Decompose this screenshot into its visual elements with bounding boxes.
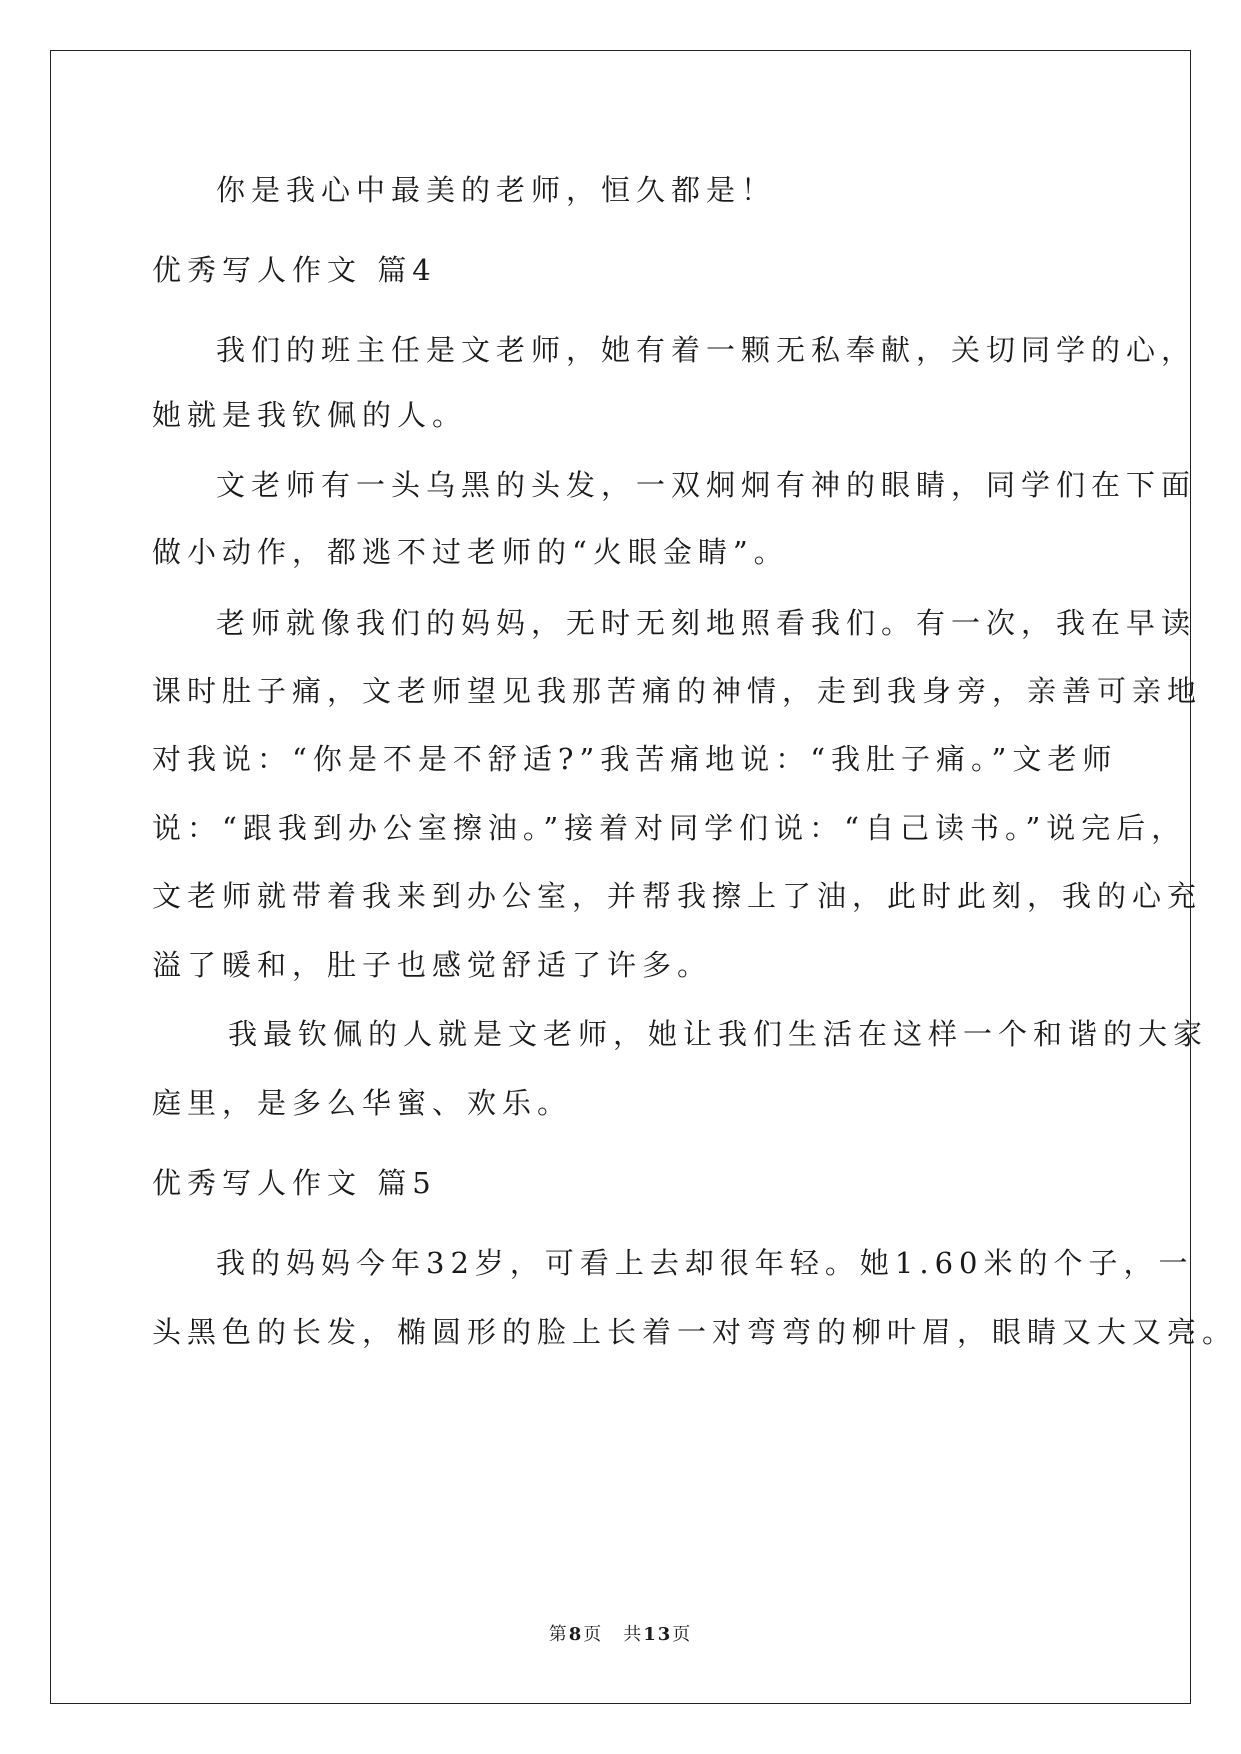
paragraph-line: 头黑色的长发，椭圆形的脸上长着一对弯弯的柳叶眉，眼睛又大又亮。 [152, 1315, 1238, 1349]
paragraph-line: 对我说：“你是不是不舒适?”我苦痛地说：“我肚子痛。”文老师 [152, 742, 1118, 776]
paragraph-line: 她就是我钦佩的人。 [152, 398, 468, 432]
paragraph-line: 我最钦佩的人就是文老师，她让我们生活在这样一个和谐的大家 [228, 1017, 1209, 1051]
section-heading: 优秀写人作文 篇4 [152, 253, 437, 287]
paragraph-line: 做小动作，都逃不过老师的“火眼金睛”。 [152, 535, 789, 569]
paragraph-line: 我们的班主任是文老师，她有着一颗无私奉献，关切同学的心， [216, 333, 1197, 367]
paragraph-line: 你是我心中最美的老师，恒久都是！ [216, 173, 777, 207]
section-heading: 优秀写人作文 篇5 [152, 1166, 437, 1200]
paragraph-line: 文老师有一头乌黑的头发，一双炯炯有神的眼睛，同学们在下面 [216, 468, 1197, 502]
paragraph-line: 课时肚子痛，文老师望见我那苦痛的神情，走到我身旁，亲善可亲地 [152, 674, 1203, 708]
paragraph-line: 庭里，是多么华蜜、欢乐。 [152, 1086, 573, 1120]
total-pages-number: 13 [643, 1624, 673, 1645]
paragraph-line: 溢了暖和，肚子也感觉舒适了许多。 [152, 948, 713, 982]
paragraph-line: 我的妈妈今年32岁，可看上去却很年轻。她1.60米的个子，一 [216, 1246, 1194, 1280]
page-footer [0, 1620, 1241, 1646]
paragraph-line: 老师就像我们的妈妈，无时无刻地照看我们。有一次，我在早读 [216, 606, 1197, 640]
paragraph-line: 说：“跟我到办公室擦油。”接着对同学们说：“自己读书。”说完后， [152, 811, 1187, 845]
paragraph-line: 文老师就带着我来到办公室，并帮我擦上了油，此时此刻，我的心充 [152, 879, 1203, 913]
footer-mid: 页 共 [583, 1624, 644, 1645]
footer-prefix: 第 [548, 1624, 569, 1645]
footer-suffix: 页 [672, 1624, 693, 1645]
current-page-number: 8 [568, 1624, 584, 1645]
